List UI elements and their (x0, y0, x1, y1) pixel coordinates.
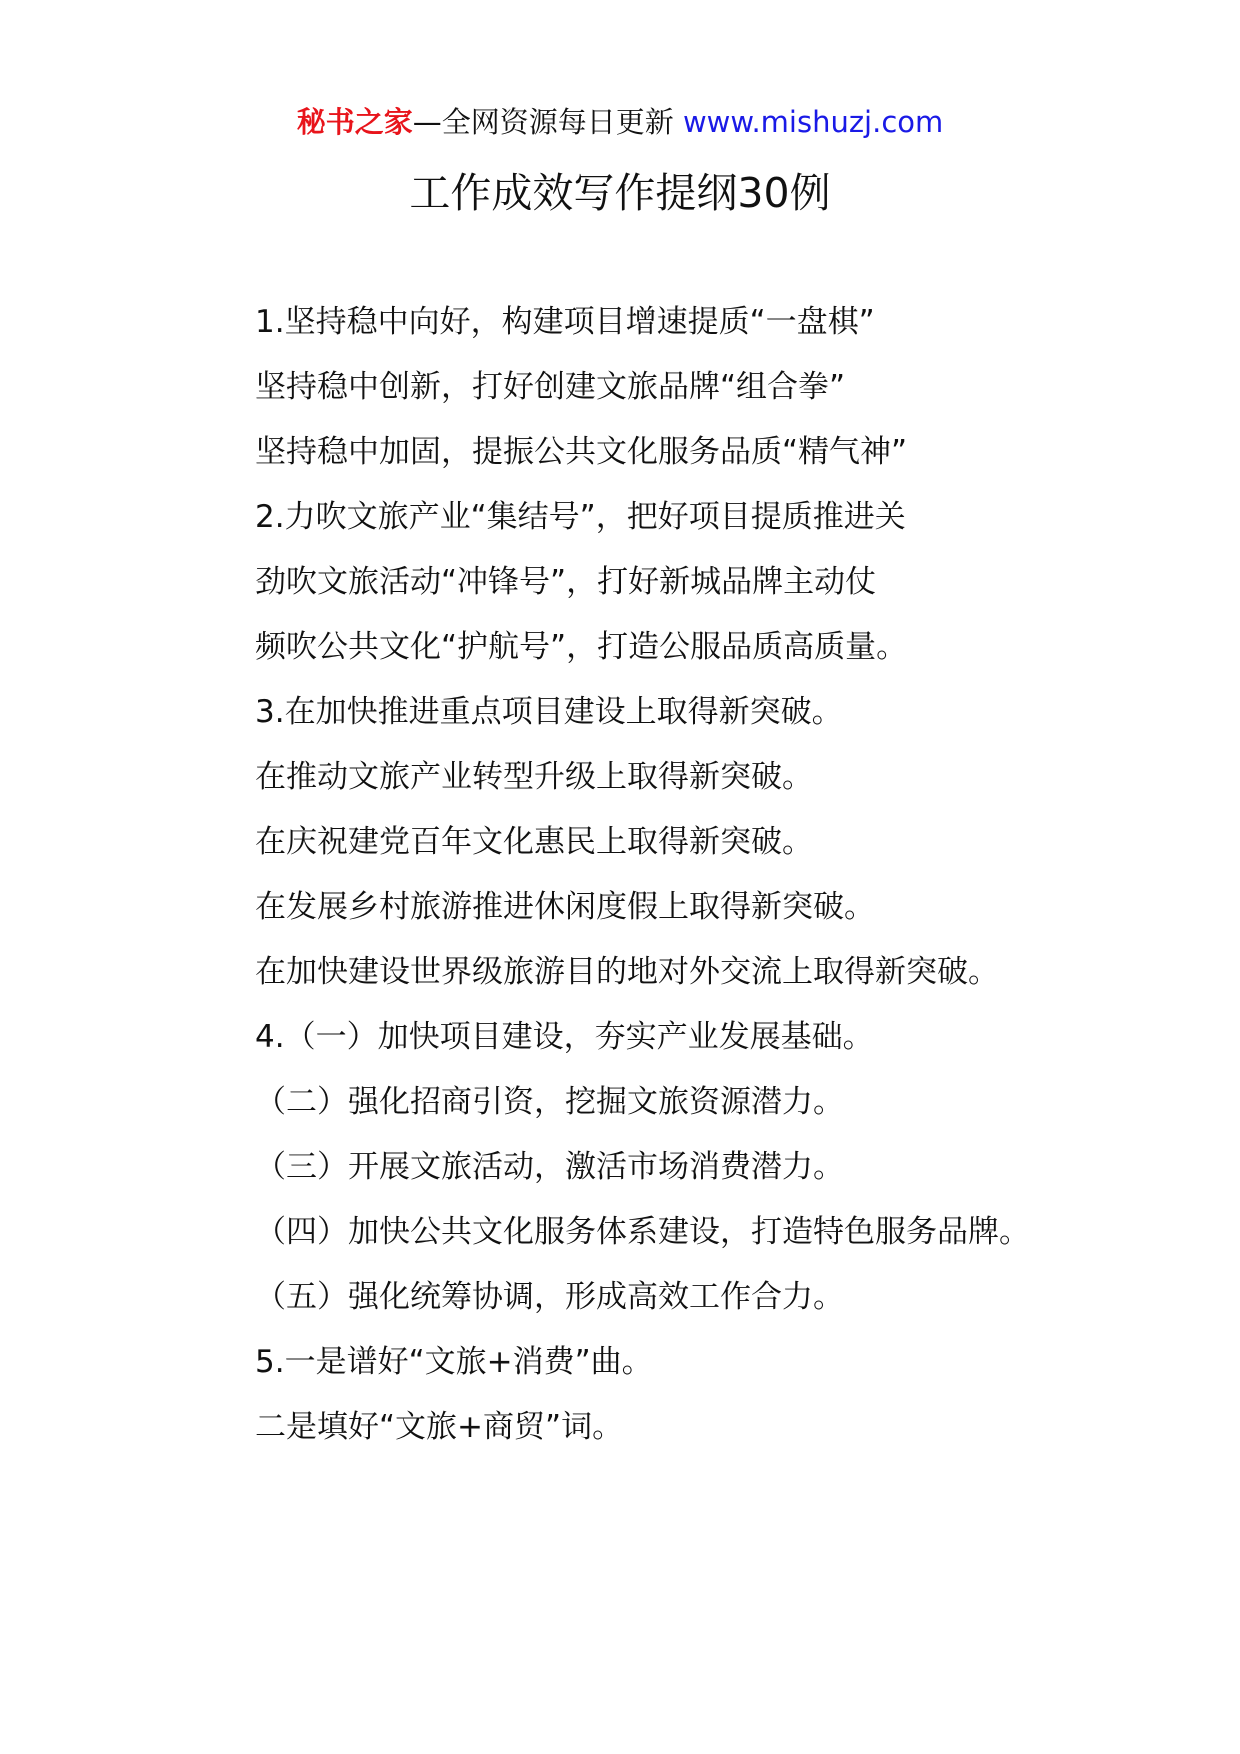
paragraph: 在加快建设世界级旅游目的地对外交流上取得新突破。 (255, 954, 999, 990)
header-tagline: —全网资源每日更新 (412, 105, 674, 139)
paragraph: （四）加快公共文化服务体系建设，打造特色服务品牌。 (255, 1214, 1030, 1250)
document-title: 工作成效写作提纲30例 (409, 169, 831, 217)
paragraph: 在庆祝建党百年文化惠民上取得新突破。 (255, 824, 813, 860)
website-url[interactable]: www.mishuzj.com (682, 105, 944, 139)
paragraph: （五）强化统筹协调，形成高效工作合力。 (255, 1279, 844, 1315)
paragraph: 二是填好“文旅+商贸”词。 (255, 1409, 624, 1445)
paragraph: 劲吹文旅活动“冲锋号”，打好新城品牌主动仗 (255, 564, 877, 600)
paragraph: 坚持稳中加固，提振公共文化服务品质“精气神” (255, 434, 908, 470)
paragraph: 5.一是谱好“文旅+消费”曲。 (255, 1344, 653, 1380)
paragraph: 在发展乡村旅游推进休闲度假上取得新突破。 (255, 889, 875, 925)
paragraph: 3.在加快推进重点项目建设上取得新突破。 (255, 694, 843, 730)
brand-name: 秘书之家 (296, 105, 413, 139)
paragraph: 4.（一）加快项目建设，夯实产业发展基础。 (255, 1019, 874, 1055)
document-body (187, 290, 1067, 1460)
paragraph: 频吹公共文化“护航号”，打造公服品质高质量。 (255, 629, 908, 665)
paragraph: 1.坚持稳中向好，构建项目增速提质“一盘棋” (255, 304, 875, 340)
site-header (0, 100, 1240, 144)
paragraph: （三）开展文旅活动，激活市场消费潜力。 (255, 1149, 844, 1185)
paragraph: 2.力吹文旅产业“集结号”，把好项目提质推进关 (255, 499, 906, 535)
paragraph: （二）强化招商引资，挖掘文旅资源潜力。 (255, 1084, 844, 1120)
paragraph: 坚持稳中创新，打好创建文旅品牌“组合拳” (255, 369, 846, 405)
paragraph: 在推动文旅产业转型升级上取得新突破。 (255, 759, 813, 795)
